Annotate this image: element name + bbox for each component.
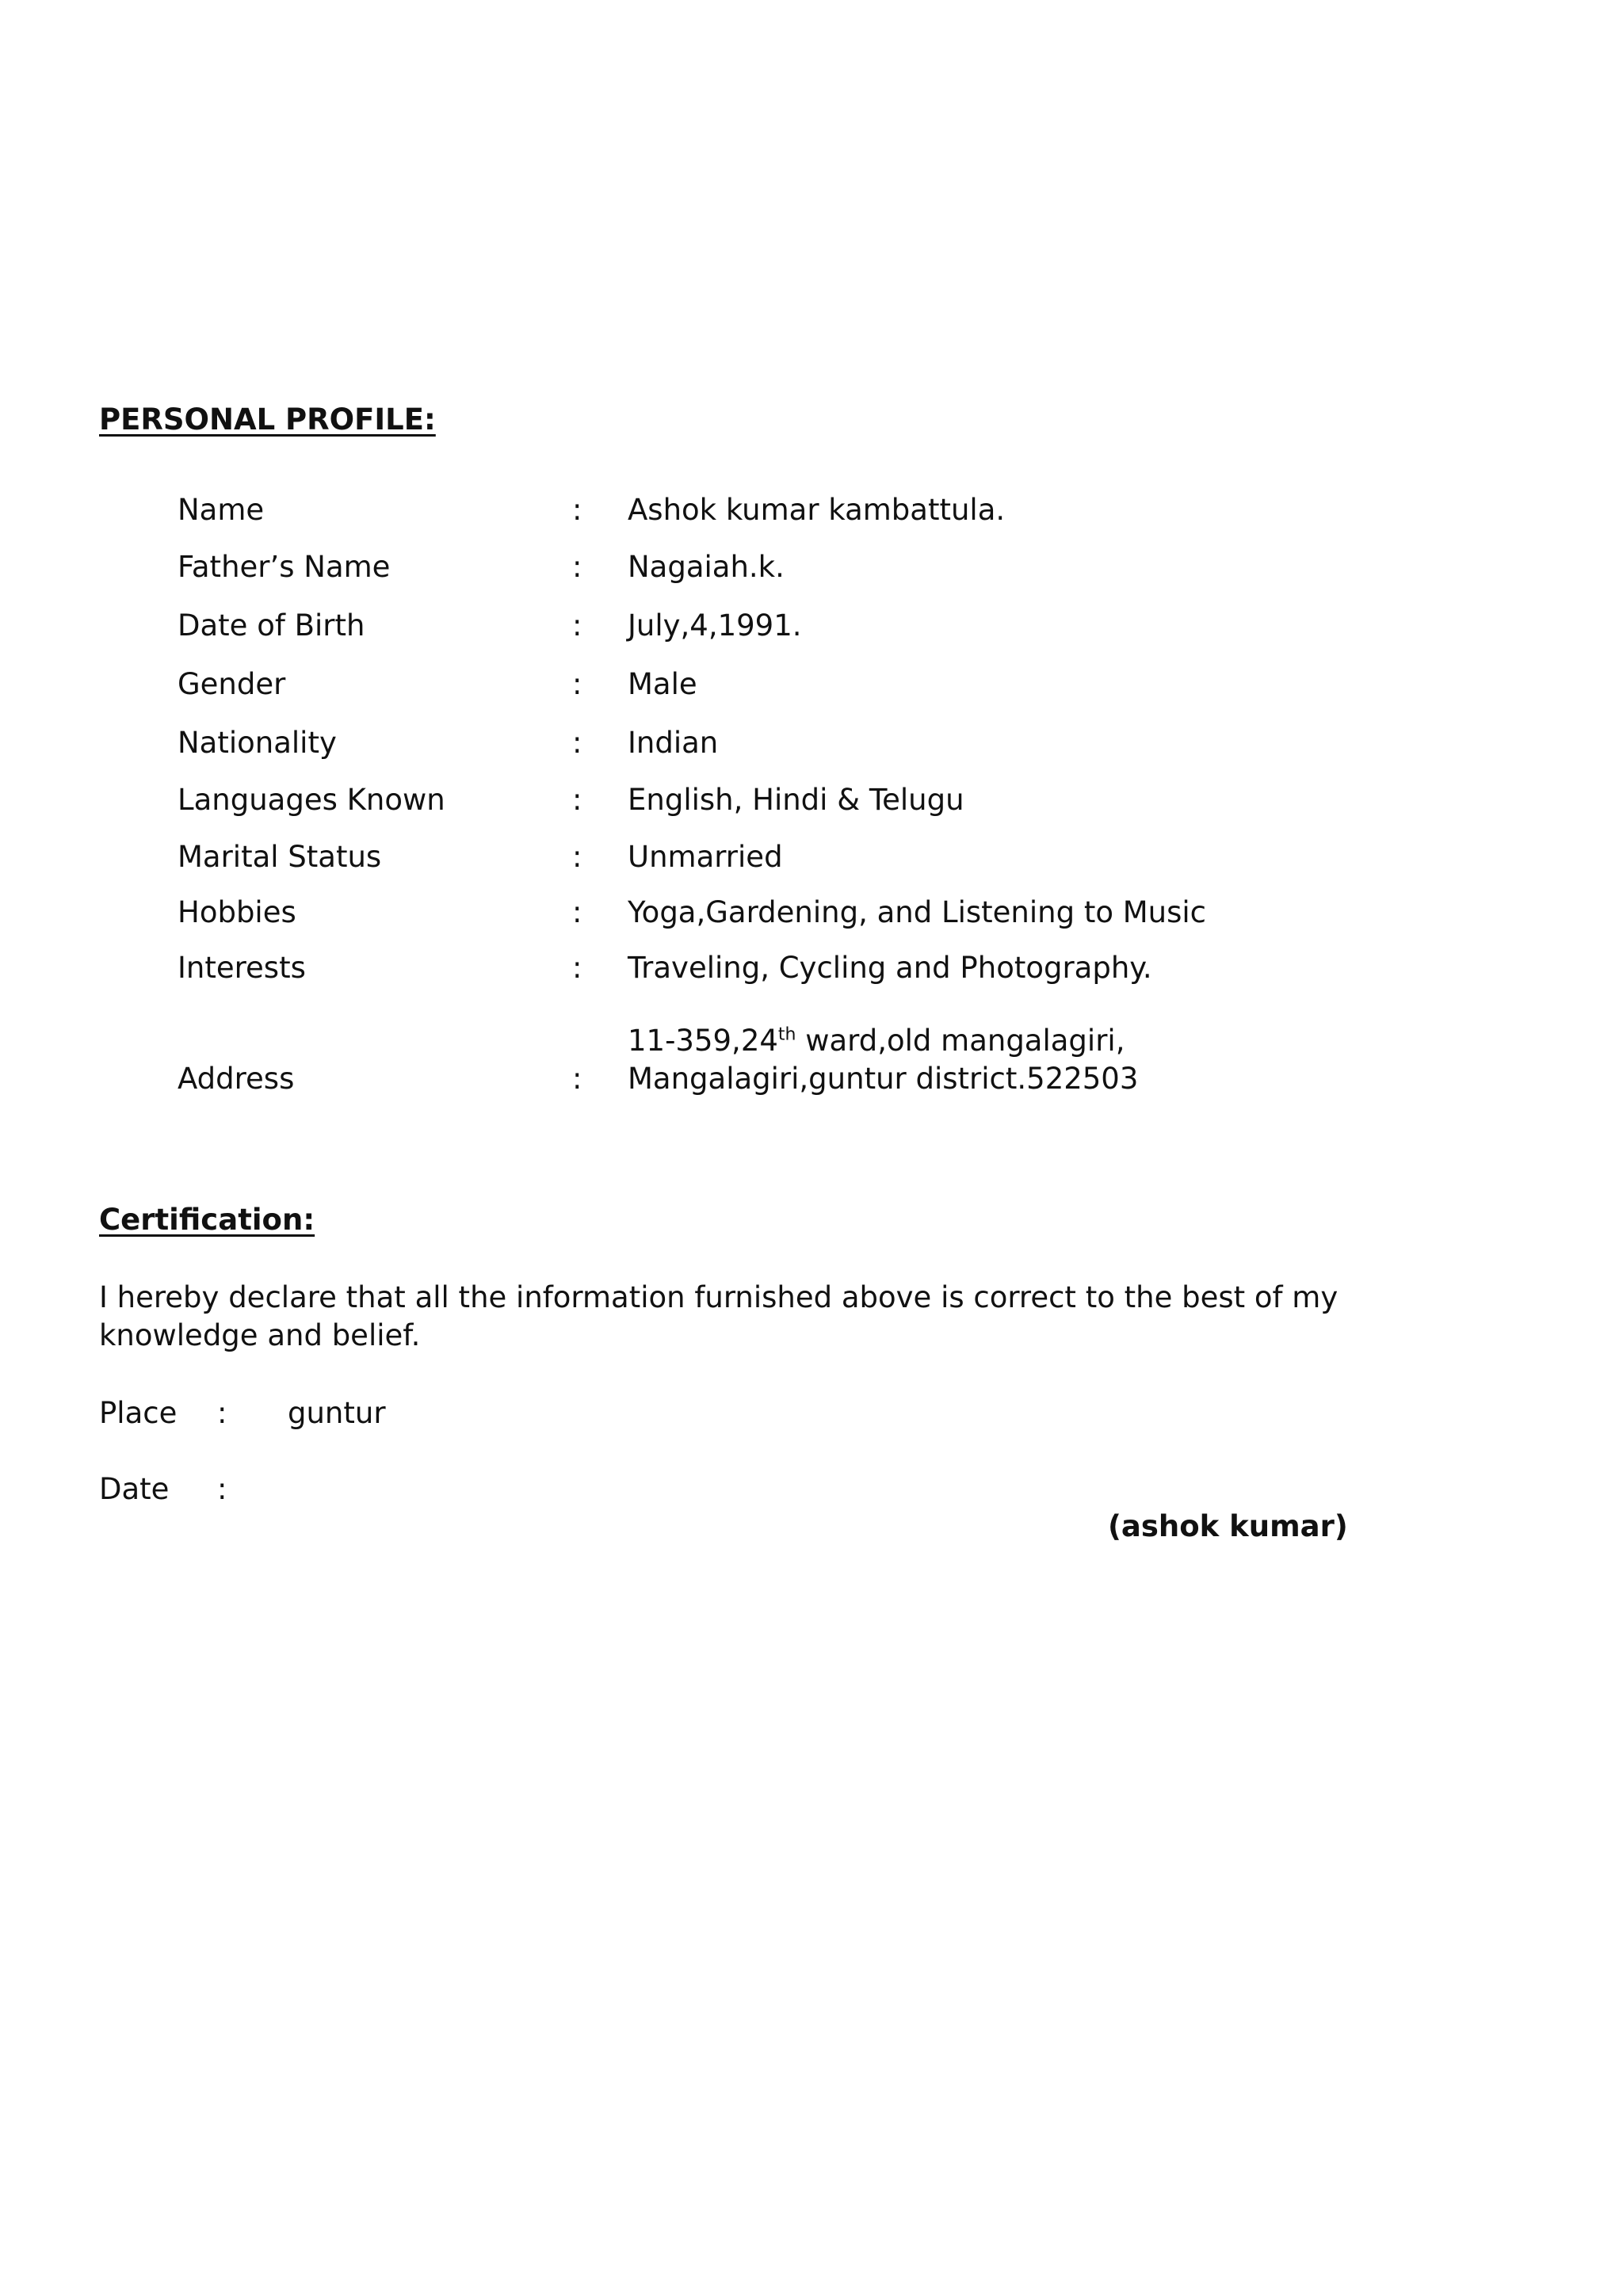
field-separator: : xyxy=(217,1396,227,1430)
field-label: Marital Status xyxy=(178,840,382,874)
field-label: Languages Known xyxy=(178,783,445,817)
field-value: Yoga,Gardening, and Listening to Music xyxy=(628,895,1207,929)
certification-heading: Certification: xyxy=(99,1203,315,1237)
field-value: Unmarried xyxy=(628,840,783,874)
address-line-1-suffix: ward,old mangalagiri, xyxy=(796,1024,1125,1058)
field-separator: : xyxy=(572,951,582,985)
field-label: Interests xyxy=(178,951,306,985)
field-label: Nationality xyxy=(178,726,337,760)
field-separator: : xyxy=(572,840,582,874)
field-separator: : xyxy=(572,783,582,817)
field-label: Name xyxy=(178,493,265,527)
field-value: Nagaiah.k. xyxy=(628,550,785,584)
field-separator: : xyxy=(572,493,582,527)
field-value: English, Hindi & Telugu xyxy=(628,783,964,817)
field-label: Date of Birth xyxy=(178,608,365,643)
field-value: Ashok kumar kambattula. xyxy=(628,493,1006,527)
field-separator: : xyxy=(572,550,582,584)
field-separator: : xyxy=(572,726,582,760)
field-label: Father’s Name xyxy=(178,550,391,584)
field-value: July,4,1991. xyxy=(628,608,802,643)
address-line-1 xyxy=(628,1022,1125,1060)
field-separator: : xyxy=(572,608,582,643)
field-label: Address xyxy=(178,1062,295,1096)
field-separator: : xyxy=(572,895,582,929)
field-separator: : xyxy=(572,1062,582,1096)
field-value: Male xyxy=(628,667,697,701)
field-value: Indian xyxy=(628,726,719,760)
date-label: Date xyxy=(99,1472,170,1506)
signature-name: (ashok kumar) xyxy=(1108,1509,1348,1543)
place-value: guntur xyxy=(288,1396,386,1430)
field-label: Hobbies xyxy=(178,895,296,929)
field-separator: : xyxy=(217,1472,227,1506)
field-value: Traveling, Cycling and Photography. xyxy=(628,951,1152,985)
personal-profile-heading: PERSONAL PROFILE: xyxy=(99,402,436,437)
declaration-text: I hereby declare that all the information furnished above is correct to the best of my knowledge and belief. xyxy=(99,1280,1338,1352)
field-separator: : xyxy=(572,667,582,701)
field-label: Gender xyxy=(178,667,286,701)
address-line-1-prefix: 11-359,24 xyxy=(628,1024,778,1058)
place-label: Place xyxy=(99,1396,178,1430)
address-line-2: Mangalagiri,guntur district.522503 xyxy=(628,1062,1139,1096)
address-ordinal-suffix: th xyxy=(777,1024,796,1045)
